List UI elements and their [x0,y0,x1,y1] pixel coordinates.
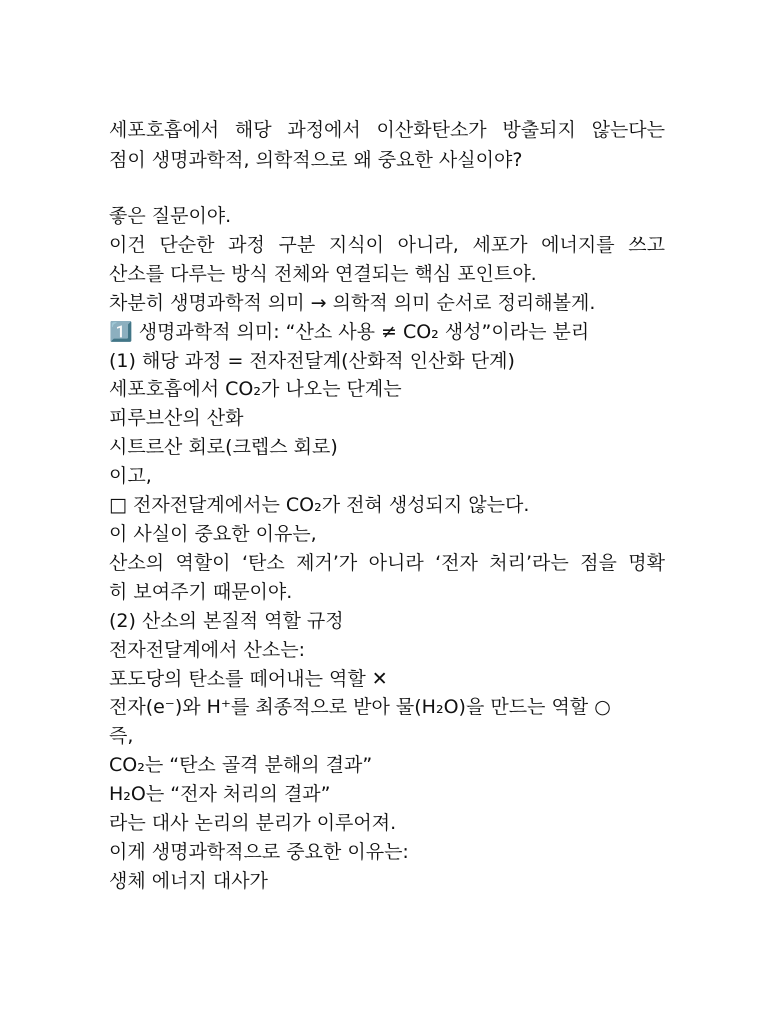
subsection-heading: (2) 산소의 본질적 역할 규정 [109,609,344,632]
answer-line: 시트르산 회로(크렙스 회로) [109,436,338,459]
answer-line: 라는 대사 논리의 분리가 이루어져. [109,812,397,835]
answer-line: 좋은 질문이야. [109,205,232,227]
answer-line: □ 전자전달계에서는 CO₂가 전혀 생성되지 않는다. [109,494,530,517]
answer-line: 산소의 역할이 ‘탄소 제거’가 아니라 ‘전자 처리’라는 점을 명확 [109,551,665,574]
answer-line: 이고, [109,465,152,488]
answer-line: 포도당의 탄소를 떼어내는 역할 ✕ [109,667,388,690]
answer-line: 세포호흡에서 CO₂가 나오는 단계는 [109,378,402,401]
subsection-heading: (1) 해당 과정 = 전자전달계(산화적 인산화 단계) [109,349,515,372]
section-heading: 1️⃣ 생명과학적 의미: “산소 사용 ≠ CO₂ 생성”이라는 분리 [109,320,590,343]
answer-line: 전자전달계에서 산소는: [109,638,305,661]
answer-line: 전자(e⁻)와 H⁺를 최종적으로 받아 물(H₂O)을 만드는 역할 ○ [109,696,611,719]
answer-line: 이게 생명과학적으로 중요한 이유는: [109,840,409,863]
answer-line: 히 보여주기 때문이야. [109,580,293,603]
answer-line: 피루브산의 산화 [109,407,244,430]
question-paragraph [109,115,665,175]
answer-line: H₂O는 “전자 처리의 결과” [109,783,331,806]
answer-line: 산소를 다루는 방식 전체와 연결되는 핵심 포인트야. [109,262,537,285]
answer-line: 이 사실이 중요한 이유는, [109,522,317,545]
answer-line: 즉, [109,725,134,748]
answer-line: 차분히 생명과학적 의미 → 의학적 의미 순서로 정리해볼게. [109,291,596,314]
question-line: 세포호흡에서 해당 과정에서 이산화탄소가 방출되지 않는다는 [109,119,665,141]
answer-line: 이건 단순한 과정 구분 지식이 아니라, 세포가 에너지를 쓰고 [109,233,665,256]
answer-body [109,202,665,896]
question-line: 점이 생명과학적, 의학적으로 왜 중요한 사실이야? [109,149,523,171]
answer-line: 생체 에너지 대사가 [109,869,268,892]
answer-line: CO₂는 “탄소 골격 분해의 결과” [109,754,373,777]
